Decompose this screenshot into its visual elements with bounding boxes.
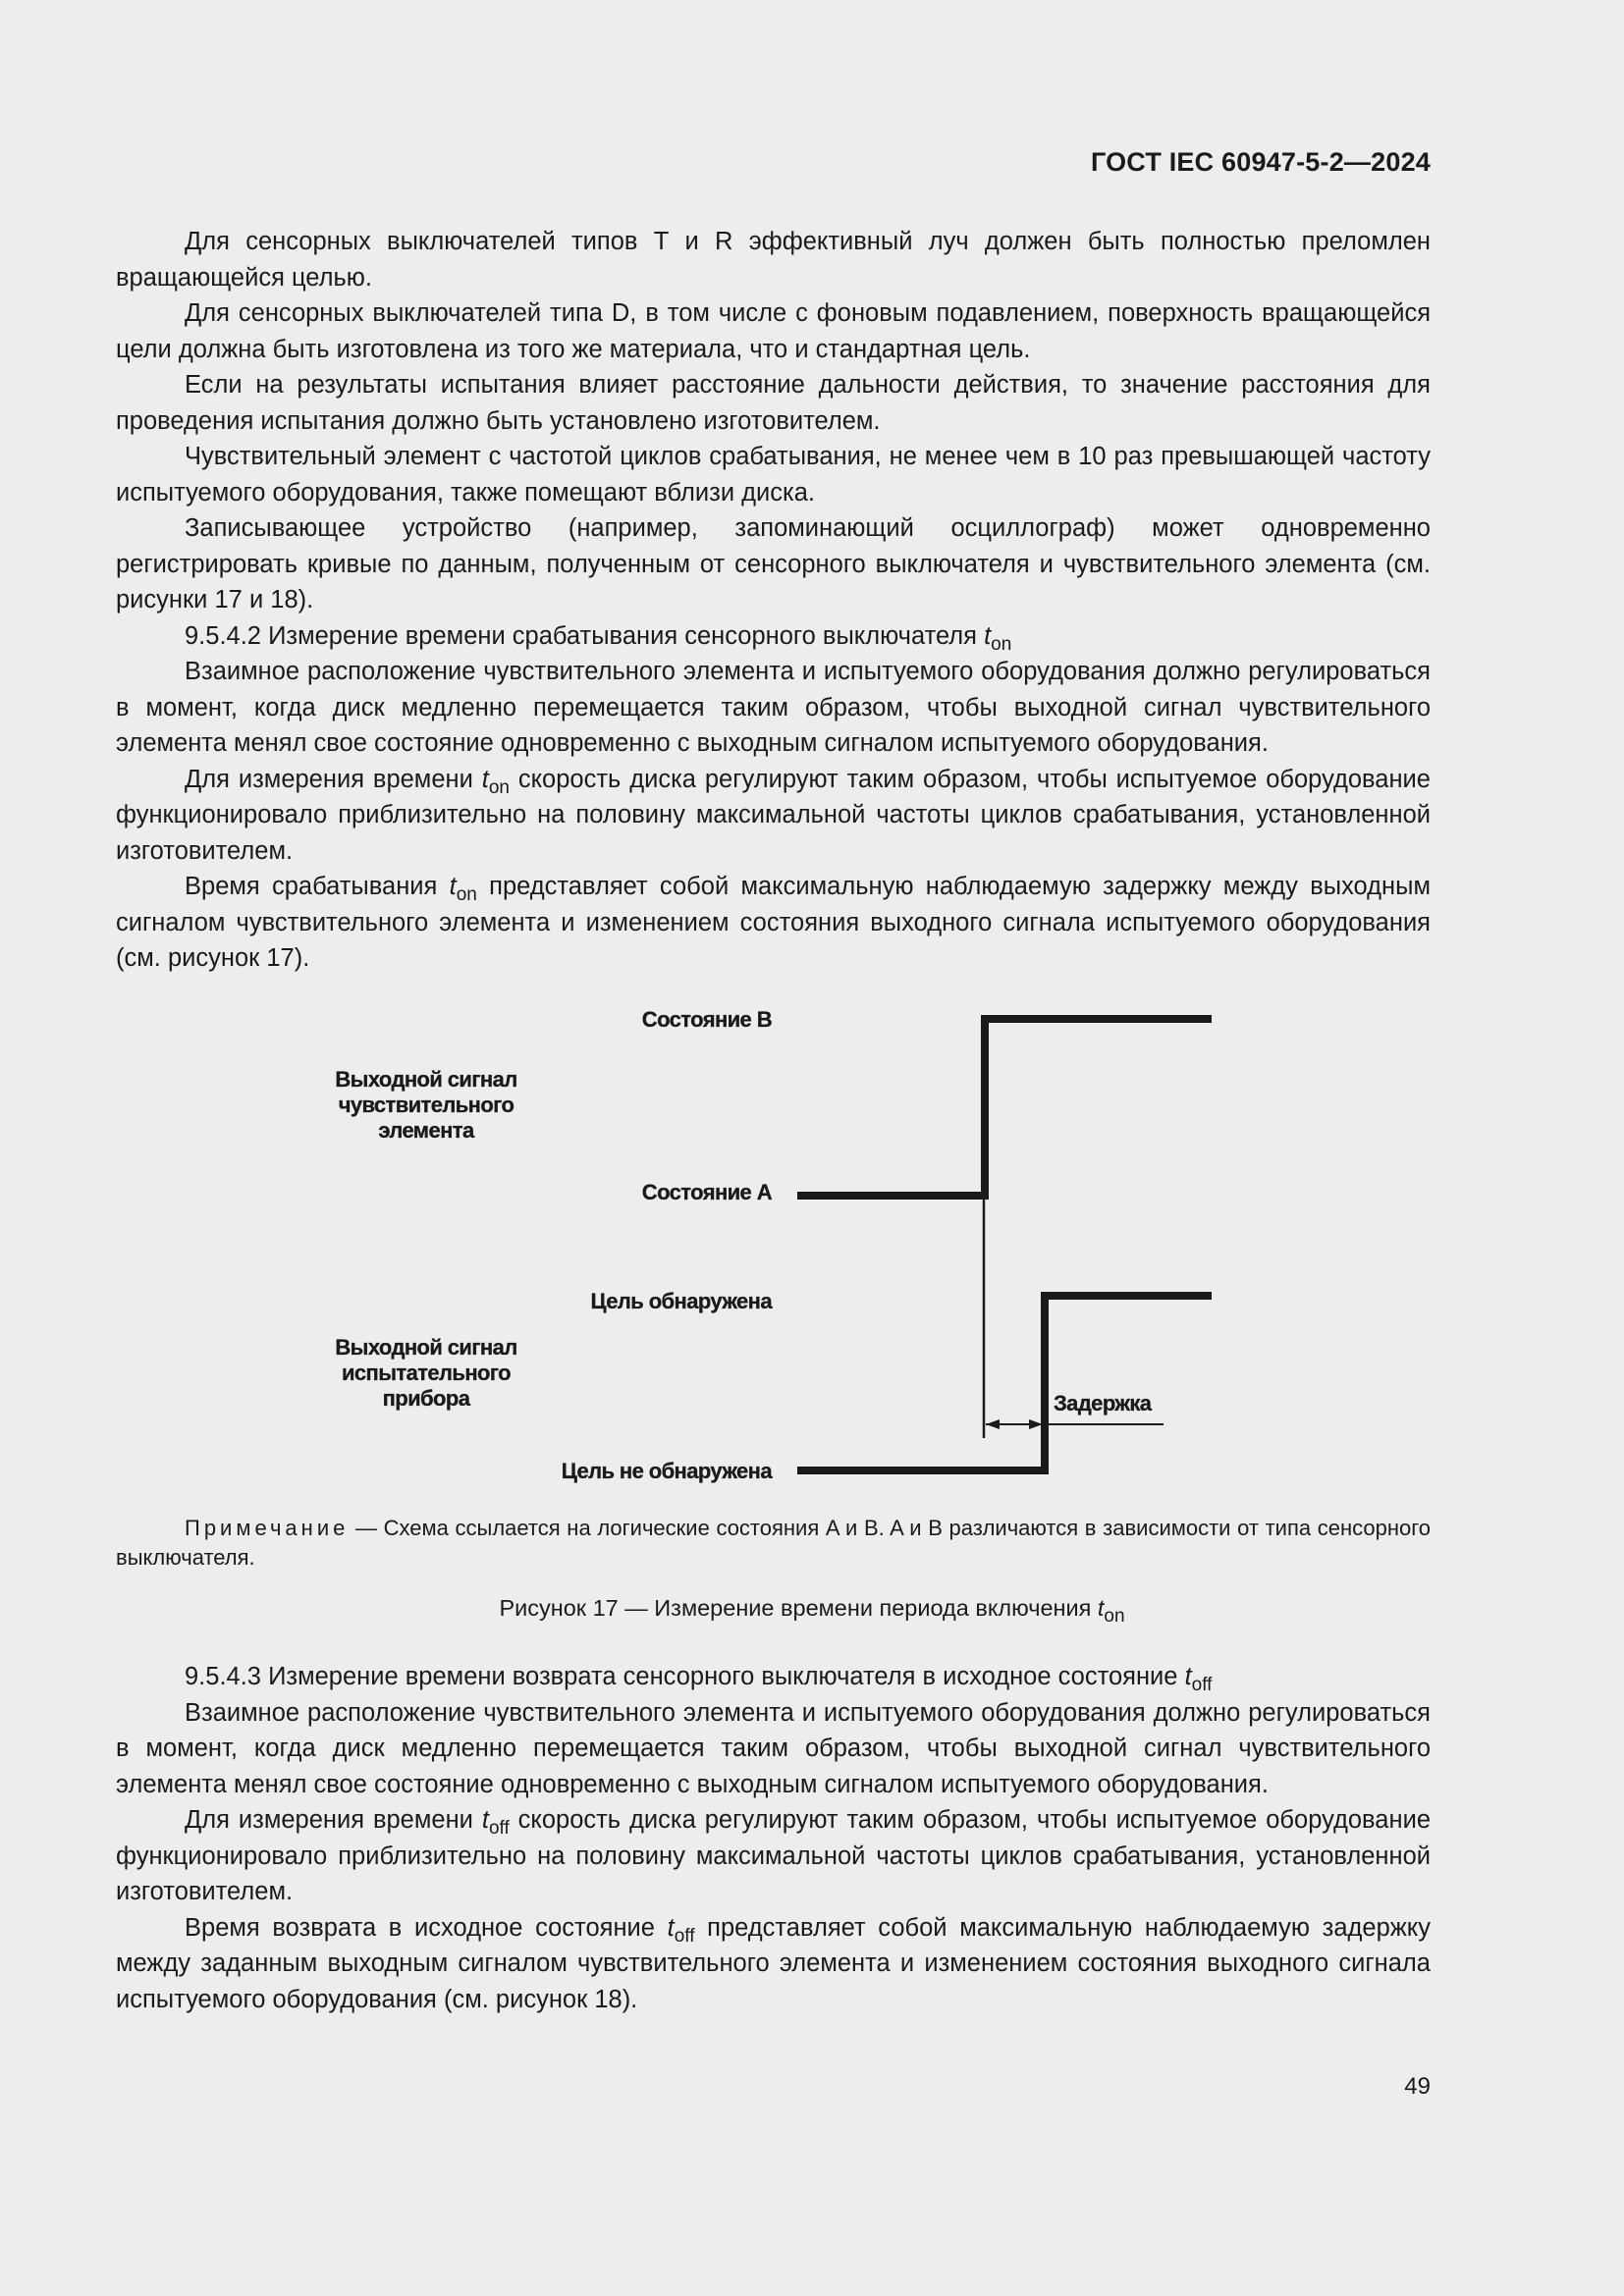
paragraph: Записывающее устройство (например, запоминающий осциллограф) может одновременно регистрировать кривые по данным, полученным от сенсорного выключателя и чувствительного элемента (см. рисунки 17 и 18). — [116, 514, 1431, 614]
text: Для измерения времени — [185, 765, 482, 793]
symbol-t: t — [481, 1806, 489, 1834]
symbol-t: t — [667, 1913, 675, 1942]
symbol-t: t — [1184, 1663, 1192, 1690]
section-text-block-2 — [116, 1659, 1431, 2017]
section-text-block-1 — [116, 224, 1431, 977]
paragraph: Взаимное расположение чувствительного элемента и испытуемого оборудования должно регулироваться в момент, когда диск медленно перемещается таким образом, чтобы выходной сигнал чувствительного элемента менял свое состояние одновременно с выходным сигналом испытуемого оборудования. — [116, 658, 1431, 757]
symbol-t: t — [449, 873, 457, 900]
figure-17-timing-diagram — [0, 991, 1624, 1502]
delay-arrow-left — [986, 1419, 1000, 1429]
subscript-on: on — [991, 633, 1012, 655]
paragraph: Взаимное расположение чувствительного элемента и испытуемого оборудования должно регулироваться в момент, когда диск медленно перемещается таким образом, чтобы выходной сигнал чувствительного элемента менял свое состояние одновременно с выходным сигналом испытуемого оборудования. — [116, 1698, 1431, 1798]
text: скорость диска регулируют таким образом, чтобы испытуемое оборудование функционировало приблизительно на половину максимальной частоты циклов срабатывания, установленной изготовителем. — [116, 765, 1431, 865]
paragraph — [116, 1802, 1431, 1910]
subscript-off: off — [1191, 1675, 1213, 1695]
paragraph — [116, 1910, 1431, 2018]
figure-caption — [0, 1595, 1624, 1627]
paragraph — [116, 762, 1431, 870]
label-target-not-detected: Цель не обнаружена — [561, 1459, 772, 1483]
subscript-off: off — [488, 1818, 510, 1839]
subscript-on: on — [456, 884, 477, 905]
heading-text: 9.5.4.3 Измерение времени возврата сенсорного выключателя в исходное состояние — [185, 1663, 1185, 1690]
label-device-output: Выходной сигнал испытательного прибора — [335, 1335, 517, 1411]
subscript-on: on — [1104, 1606, 1125, 1627]
device-signal-line — [797, 1296, 1212, 1470]
page-number: 49 — [1404, 2073, 1431, 2100]
text: скорость диска регулируют таким образом, чтобы испытуемое оборудование функционировало приблизительно на половину максимальной частоты циклов срабатывания, установленной изготовителем. — [116, 1806, 1431, 1905]
sensor-signal-line — [797, 1019, 1212, 1196]
paragraph — [116, 869, 1431, 977]
subscript-on: on — [488, 776, 510, 798]
paragraph: Чувствительный элемент с частотой циклов срабатывания, не менее чем в 10 раз превышающей частоту испытуемого оборудования, также помещают вблизи диска. — [116, 443, 1431, 507]
symbol-t: t — [481, 765, 489, 793]
paragraph: Если на результаты испытания влияет расстояние дальности действия, то значение расстояния для проведения испытания должно быть установлено изготовителем. — [116, 371, 1431, 435]
text: Время срабатывания — [185, 873, 450, 900]
label-delay: Задержка — [1054, 1391, 1152, 1415]
subsection-heading-9-5-4-2 — [116, 618, 1431, 655]
label-state-a: Состояние A — [641, 1180, 772, 1204]
note-lead: Примечание — [185, 1516, 350, 1540]
subsection-heading-9-5-4-3 — [116, 1659, 1431, 1695]
timing-diagram-graphic — [0, 991, 1624, 1502]
symbol-t: t — [1097, 1595, 1105, 1621]
subscript-off: off — [674, 1925, 695, 1947]
text: представляет собой максимальную наблюдаемую задержку между выходным сигналом чувствительного элемента и изменением состояния выходного сигнала испытуемого оборудования (см. рисунок 17). — [116, 873, 1431, 972]
delay-arrow-right — [1029, 1419, 1043, 1429]
document-header: ГОСТ IEC 60947-5-2—2024 — [1090, 147, 1431, 177]
note-text: — Схема ссылается на логические состояния A и B. A и B различаются в зависимости от типа сенсорного выключателя. — [116, 1516, 1431, 1570]
label-target-detected: Цель обнаружена — [590, 1289, 772, 1313]
text: представляет собой максимальную наблюдаемую задержку между заданным выходным сигналом чувствительного элемента и изменением состояния выходного сигнала испытуемого оборудования (см. рисунок 18). — [116, 1913, 1431, 2013]
label-state-b: Состояние B — [641, 1007, 772, 1032]
symbol-t: t — [984, 621, 992, 650]
caption-text: Рисунок 17 — Измерение времени периода включения — [499, 1595, 1098, 1621]
heading-text: 9.5.4.2 Измерение времени срабатывания сенсорного выключателя — [185, 621, 985, 650]
paragraph: Для сенсорных выключателей типа D, в том числе с фоновым подавлением, поверхность вращающейся цели должна быть изготовлена из того же материала, что и стандартная цель. — [116, 299, 1431, 363]
text: Время возврата в исходное состояние — [185, 1913, 668, 1942]
text: Для измерения времени — [185, 1806, 482, 1834]
paragraph: Для сенсорных выключателей типов Т и R эффективный луч должен быть полностью преломлен вращающейся целью. — [116, 228, 1431, 292]
label-sensor-output: Выходной сигнал чувствительного элемента — [335, 1067, 517, 1143]
figure-note — [116, 1514, 1431, 1573]
